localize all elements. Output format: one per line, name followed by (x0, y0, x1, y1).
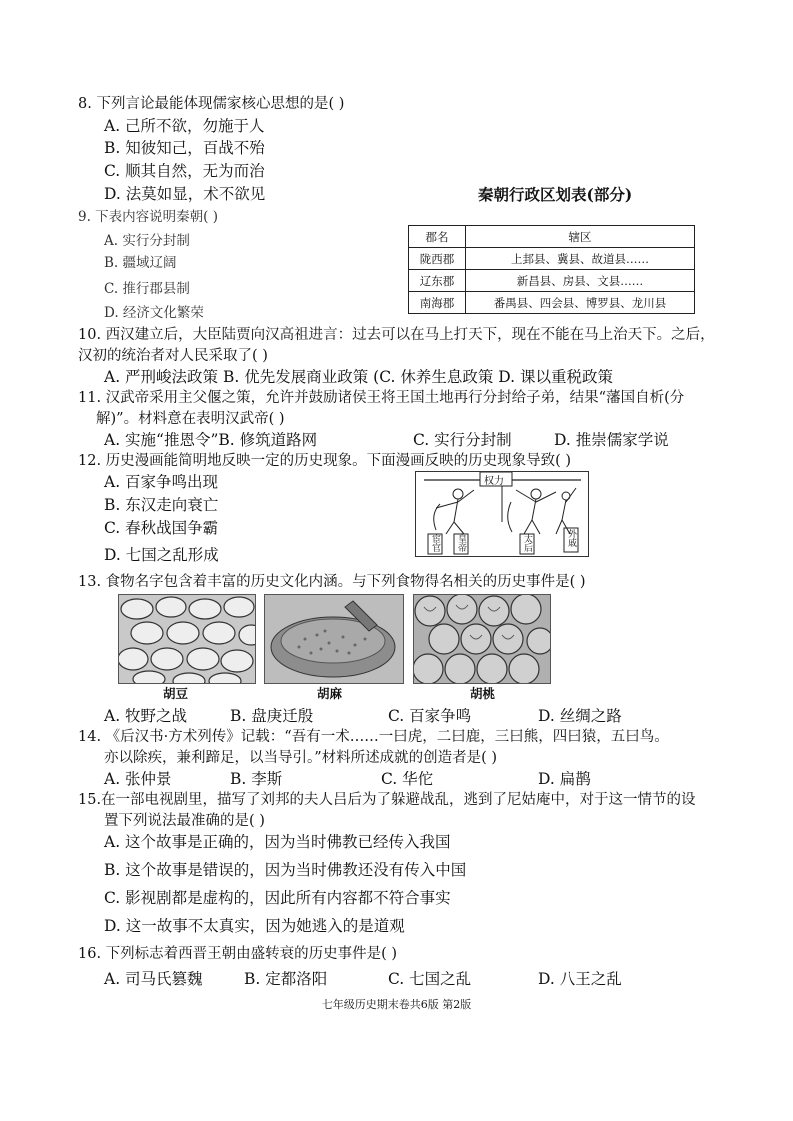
table-header-row (409, 226, 695, 248)
page-footer: 七年级历史期末卷共6版 第2版 (321, 998, 472, 1011)
power-struggle-cartoon (415, 471, 589, 557)
q10-stem-line2: 汉初的统治者对人民采取了( ) (78, 348, 268, 364)
q15-option-b: B. 这个故事是错误的，因为当时佛教还没有传入中国 (104, 861, 467, 879)
walnut-photo (413, 594, 551, 684)
q9-stem: 9. 下表内容说明秦朝( ) (78, 209, 218, 225)
broad-bean-drawing (119, 595, 255, 683)
cartoon-label-eunuch: 宦官 (430, 534, 440, 552)
table-cell: 南海郡 (409, 292, 466, 314)
q15-option-a: A. 这个故事是正确的，因为当时佛教已经传入我国 (104, 833, 451, 851)
cartoon-label-emperor: 皇帝 (456, 534, 466, 552)
cartoon-label-power: 权力 (484, 476, 504, 487)
q12-option-d: D. 七国之乱形成 (104, 546, 219, 564)
q13-option-d: D. 丝绸之路 (538, 707, 622, 725)
q11-stem-line1: 11. 汉武帝采用主父偃之策，允许并鼓励诸侯王将王国土地再行分封给子弟，结果“藩国自析(分 (78, 390, 685, 406)
q10-options: A. 严刑峻法政策 B. 优先发展商业政策 (C. 休养生息政策 D. 课以重税政策 (104, 368, 614, 386)
cartoon-label-empress-dowager: 太后 (522, 534, 532, 552)
q11-option-d: D. 推崇儒家学说 (554, 431, 669, 449)
caption-sesame: 胡麻 (317, 686, 343, 701)
q8-option-c: C. 顺其自然，无为而治 (104, 162, 265, 180)
q14-stem-line2: 亦以除疾，兼利蹄足，以当导引。”材料所述成就的创造者是( ) (104, 750, 498, 766)
qin-admin-table (408, 225, 695, 314)
q8-option-a: A. 己所不欲，勿施于人 (104, 117, 265, 135)
caption-broad-bean: 胡豆 (163, 686, 189, 701)
table-cell: 新昌县、房县、文县…… (466, 270, 695, 292)
q13-option-a: A. 牧野之战 (104, 707, 188, 725)
sesame-drawing (265, 595, 403, 683)
q14-option-c: C. 华佗 (381, 770, 434, 788)
q16-option-a: A. 司马氏篡魏 (104, 970, 203, 988)
q9-option-a: A. 实行分封制 (104, 233, 190, 249)
q15-option-c: C. 影视剧都是虚构的，因此所有内容都不符合事实 (104, 889, 451, 907)
table-cell: 陇西郡 (409, 248, 466, 270)
q9-option-d: D. 经济文化繁荣 (104, 305, 204, 321)
sesame-photo (264, 594, 404, 684)
q16-option-c: C. 七国之乱 (388, 970, 472, 988)
q13-option-b: B. 盘庚迁殷 (230, 707, 314, 725)
q16-stem: 16. 下列标志着西晋王朝由盛转衰的历史事件是( ) (78, 946, 398, 962)
q8-option-d: D. 法莫如显，术不欲见 (104, 185, 266, 203)
q13-stem: 13. 食物名字包含着丰富的历史文化内涵。与下列食物得名相关的历史事件是( ) (78, 574, 586, 590)
q11-option-c: C. 实行分封制 (413, 431, 512, 449)
q10-stem-line1: 10. 西汉建立后，大臣陆贾向汉高祖进言：过去可以在马上打天下，现在不能在马上治天下。之后， (78, 327, 715, 343)
q15-stem-line1: 15.在一部电视剧里，描写了刘邦的夫人吕后为了躲避战乱，逃到了尼姑庵中，对于这一情节的设 (78, 792, 696, 808)
q15-stem-line2: 置下列说法最准确的是( ) (104, 813, 265, 829)
q9-option-c: C. 推行郡县制 (104, 281, 190, 297)
q9-table-title: 秦朝行政区划表(部分) (478, 185, 633, 204)
table-cell: 辽东郡 (409, 270, 466, 292)
table-row (409, 270, 695, 292)
q14-option-a: A. 张仲景 (104, 770, 172, 788)
q12-stem: 12. 历史漫画能简明地反映一定的历史现象。下面漫画反映的历史现象导致( ) (78, 453, 572, 469)
q15-option-d: D. 这一故事不太真实，因为她逃入的是道观 (104, 917, 405, 935)
cartoon-label-consort-clan: 外戚 (566, 529, 576, 547)
caption-walnut: 胡桃 (470, 686, 496, 701)
table-cell: 上邽县、冀县、故道县…… (466, 248, 695, 270)
table-row (409, 248, 695, 270)
q11-option-ab: A. 实施“推恩令”B. 修筑道路网 (104, 431, 318, 449)
table-row (409, 292, 695, 314)
q13-option-c: C. 百家争鸣 (388, 707, 472, 725)
table-header-cell: 郡名 (409, 226, 466, 248)
q12-option-b: B. 东汉走向衰亡 (104, 496, 219, 514)
q14-option-d: D. 扁鹊 (538, 770, 591, 788)
table-cell: 番禺县、四会县、博罗县、龙川县 (466, 292, 695, 314)
q14-stem-line1: 14. 《后汉书·方术列传》记载：“吾有一术……一曰虎，二曰鹿，三曰熊，四曰猿，五曰鸟。 (78, 729, 669, 745)
q12-option-a: A. 百家争鸣出现 (104, 473, 219, 491)
table-header-cell: 辖区 (466, 226, 695, 248)
q12-option-c: C. 春秋战国争霸 (104, 519, 219, 537)
q14-option-b: B. 李斯 (230, 770, 283, 788)
q16-option-b: B. 定都洛阳 (244, 970, 328, 988)
q9-option-b: B. 疆域辽阔 (104, 255, 177, 271)
q11-stem-line2: 解)”。材料意在表明汉武帝( ) (96, 411, 285, 427)
q8-option-b: B. 知彼知己，百战不殆 (104, 139, 265, 157)
walnut-drawing (414, 595, 550, 683)
q16-option-d: D. 八王之乱 (538, 970, 622, 988)
broad-bean-photo (118, 594, 256, 684)
q8-stem: 8. 下列言论最能体现儒家核心思想的是( ) (78, 96, 345, 112)
